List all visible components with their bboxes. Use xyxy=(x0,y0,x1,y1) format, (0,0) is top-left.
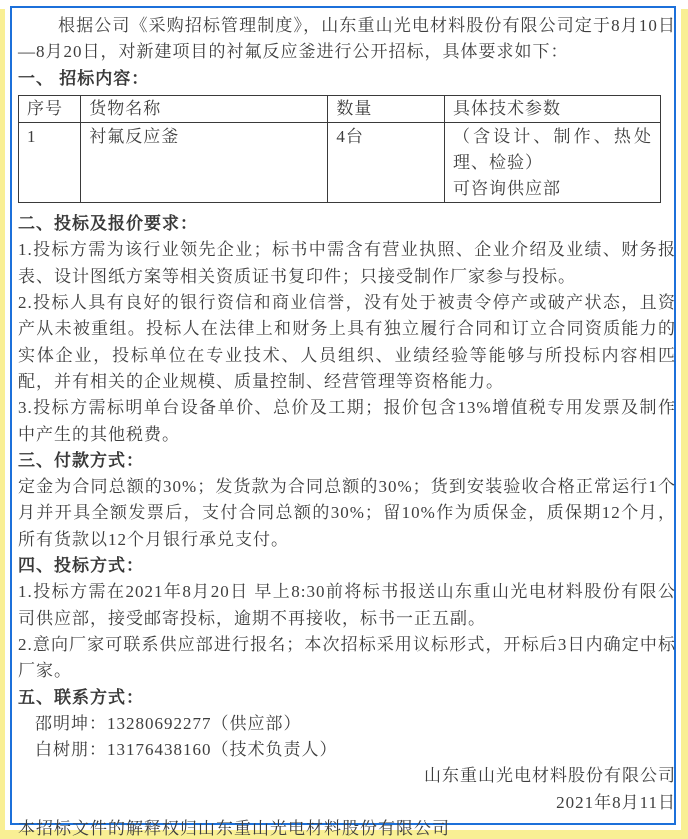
interpretation-rights-note: 本招标文件的解释权归山东重山光电材料股份有限公司 xyxy=(18,819,450,839)
section4-title: 四、投标方式： xyxy=(18,556,144,576)
contact-line-1: 邵明坤：13280692277（供应部） xyxy=(35,713,302,733)
document-sheet xyxy=(5,0,681,839)
cell-goods-name: 衬氟反应釜 xyxy=(81,123,328,203)
contact-line-2: 白树朋：13176438160（技术负责人） xyxy=(35,740,338,760)
cell-serial: 1 xyxy=(19,123,81,203)
section2-item-1: 1.投标方需为该行业领先企业；标书中需含有营业执照、企业介绍及业绩、财务报表、设计图纸方案等相关资质证书复印件；只接受制作厂家参与投标。 xyxy=(18,240,676,286)
table-header-row xyxy=(19,95,661,122)
tech-params-line2: 可咨询供应部 xyxy=(452,179,561,199)
document-content xyxy=(18,13,676,839)
section2-title: 二、投标及报价要求： xyxy=(18,214,198,234)
col-header-goods-name: 货物名称 xyxy=(81,95,328,122)
signature-company: 山东重山光电材料股份有限公司 xyxy=(424,766,676,786)
tech-params-line1: （含设计、制作、热处理、检验） xyxy=(452,127,652,173)
col-header-tech-params: 具体技术参数 xyxy=(444,95,660,122)
section1-title: 一、 招标内容： xyxy=(18,68,150,88)
section4-item-1: 1.投标方需在2021年8月20日 早上8:30前将标书报送山东重山光电材料股份有限公司供应部，接受邮寄投标，逾期不再接收，标书一正五副。 xyxy=(18,582,676,628)
section4-item-2: 2.意向厂家可联系供应部进行报名；本次招标采用议标形式，开标后3日内确定中标厂家。 xyxy=(18,634,676,681)
section3-body: 定金为合同总额的30%；发货款为合同总额的30%；货到安装验收合格正常运行1个月并开具全额发票后，支付合同总额的30%；留10%作为质保金，质保期12个月，所有货款以12个月银行承兑支付。 xyxy=(18,477,676,549)
table-row xyxy=(19,123,661,203)
cell-quantity: 4台 xyxy=(328,123,445,203)
intro-paragraph: 根据公司《采购招标管理制度》，山东重山光电材料股份有限公司定于8月10日—8月20日，对新建项目的衬氟反应釜进行公开招标，具体要求如下： xyxy=(18,16,676,62)
section2-item-3: 3.投标方需标明单台设备单价、总价及工期；报价包含13%增值税专用发票及制作中产生的其他税费。 xyxy=(18,398,676,444)
section3-title: 三、付款方式： xyxy=(18,450,144,470)
tender-items-table xyxy=(18,95,661,203)
section2-item-2: 2.投标人具有良好的银行资信和商业信誉，没有处于被责令停产或破产状态，且资产从未被重组。投标人在法律上和财务上具有独立履行合同和订立合同资质能力的实体企业，投标单位在专业技术、人员组织、业绩经验等能够与所投标内容相匹配，并有相关的企业规模、质量控制、经营管理等资格能力。 xyxy=(18,293,676,391)
col-header-serial: 序号 xyxy=(19,95,81,122)
cell-tech-params xyxy=(444,123,660,203)
section5-title: 五、联系方式： xyxy=(18,687,144,707)
col-header-quantity: 数量 xyxy=(328,95,445,122)
signature-date: 2021年8月11日 xyxy=(556,792,676,812)
